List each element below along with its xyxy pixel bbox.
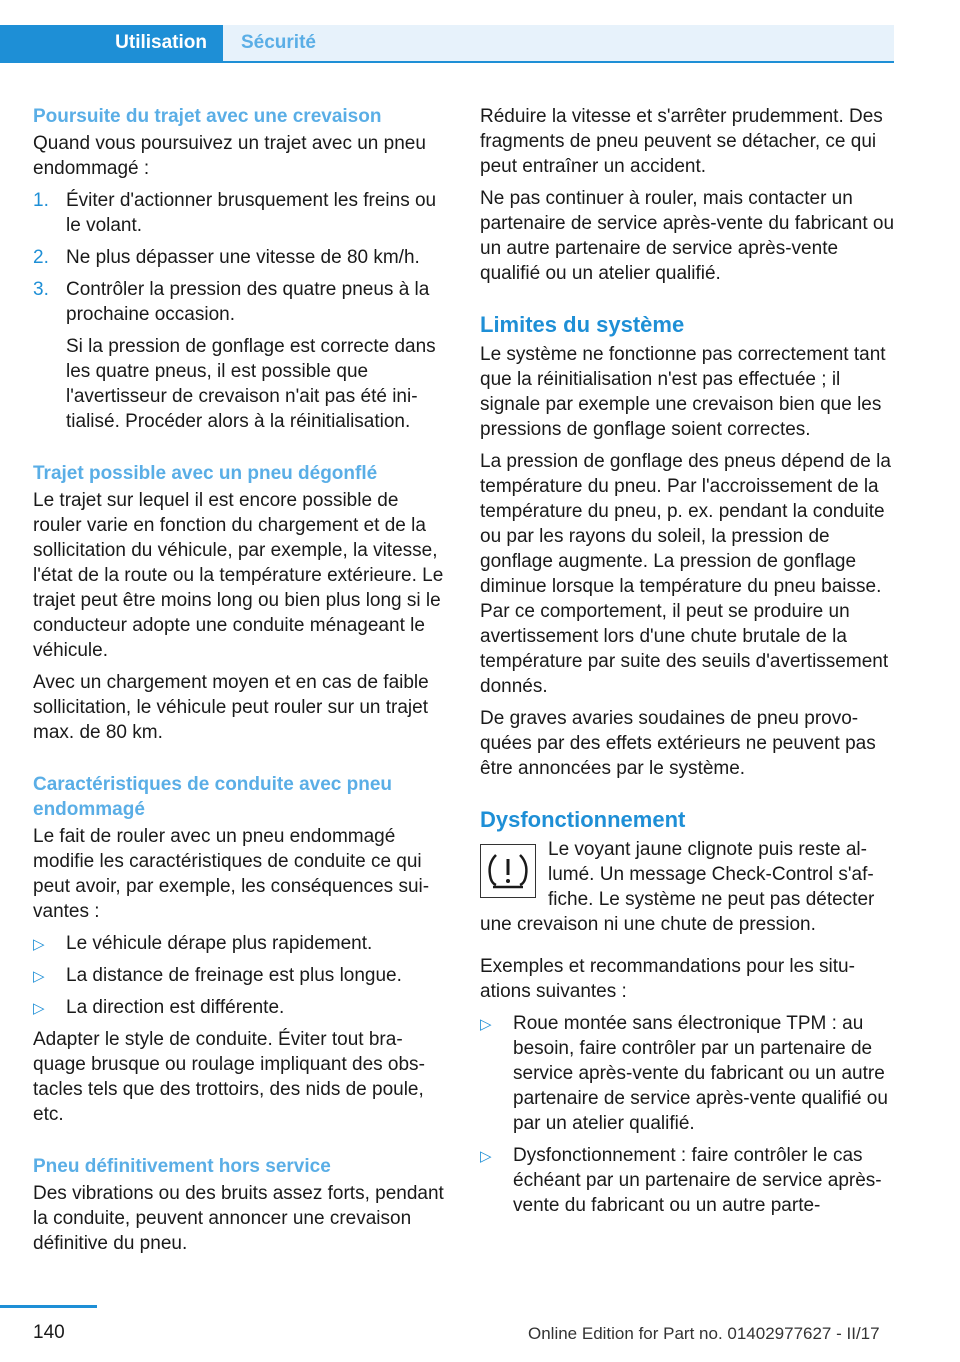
right-column: [480, 104, 896, 1225]
warning-block: [480, 837, 896, 937]
paragraph: Quand vous poursuivez un trajet avec un pneu endommagé :: [33, 133, 426, 179]
header-divider: [0, 61, 894, 63]
left-column: [33, 104, 449, 1263]
bullet-item: [480, 1143, 896, 1218]
numbered-item-note: [33, 334, 449, 434]
bullet-text: Dysfonctionnement : faire contrôler le cas échéant par un partenaire de service après-vente du fabricant ou un autre parte-: [513, 1145, 882, 1216]
item-number: 1.: [33, 190, 49, 211]
bullet-triangle-icon: ▷: [33, 936, 45, 953]
section-title: Dysfonctionnement: [480, 807, 686, 832]
tab-utilisation[interactable]: [0, 25, 223, 61]
paragraph: Avec un chargement moyen et en cas de faible sollicitation, le véhicule peut rouler sur un trajet max. de 80 km.: [33, 672, 429, 743]
bullet-triangle-icon: ▷: [480, 1148, 492, 1165]
numbered-item: [33, 277, 449, 327]
item-note-text: Si la pression de gonflage est correcte dans les quatre pneus, il est possible que l'avertisseur de crevaison n'ait pas été initialisé. Procéder alors à la réinitialisation.: [66, 336, 436, 432]
paragraph: Adapter le style de conduite. Éviter tout braquage brusque ou roulage impliquant des obstacles tels que des trottoirs, des nids de poule, etc.: [33, 1029, 425, 1125]
paragraph: Le système ne fonctionne pas correctement tant que la réinitialisation n'est pas effectuée ; il signale par exemple une crevaison bien que les pressions de gonflage soient correctes.: [480, 344, 886, 440]
bullet-text: La direction est différente.: [66, 997, 285, 1018]
warning-text: Le voyant jaune clignote puis reste allumé. Un message Check-Control s'affiche. Le système ne peut pas détecter une crevaison ni une chute de pression.: [480, 839, 875, 935]
item-text: Éviter d'actionner brusquement les freins ou le volant.: [66, 190, 437, 236]
paragraph: La pression de gonflage des pneus dépend de la température du pneu. Par l'accroissement de la température du pneu, p. ex. pendant la conduite ou par les rayons du soleil, la pression de gonflage augmente. La pression de gonflage diminue lorsque la température du pneu baisse. Par ce comportement, il peut se produire un avertissement lors d'une chute brutale de la température par suite des seuils d'avertissement donnés.: [480, 451, 891, 697]
paragraph: Réduire la vitesse et s'arrêter prudemment. Des fragments de pneu peuvent se détacher, ce qui peut entraîner un accident.: [480, 106, 883, 177]
page-header: [0, 0, 960, 62]
tab-securite-label: Sécurité: [241, 32, 316, 53]
section-title: Limites du système: [480, 312, 685, 337]
bullet-triangle-icon: ▷: [33, 1000, 45, 1017]
tire-pressure-warning-icon: [480, 844, 536, 898]
section-heading: Poursuite du trajet avec une crevaison: [33, 106, 382, 127]
tab-utilisation-label: Utilisation: [115, 32, 207, 53]
numbered-item: [33, 188, 449, 238]
section-heading: Pneu définitivement hors service: [33, 1156, 331, 1177]
footer-divider: [0, 1305, 97, 1308]
bullet-item: [33, 931, 449, 956]
bullet-triangle-icon: ▷: [480, 1016, 492, 1033]
section-heading: Caractéristiques de conduite avec pneu endommagé: [33, 774, 393, 820]
paragraph: Des vibrations ou des bruits assez forts, pendant la conduite, peuvent annoncer une crevaison définitive du pneu.: [33, 1183, 444, 1254]
item-number: 3.: [33, 279, 49, 300]
bullet-text: La distance de freinage est plus longue.: [66, 965, 402, 986]
paragraph: Le fait de rouler avec un pneu endommagé modifie les caractéristiques de conduite ce qui peut avoir, par exemple, les conséquences suivantes :: [33, 826, 430, 922]
tab-securite[interactable]: [223, 25, 894, 61]
paragraph: Le trajet sur lequel il est encore possible de rouler varie en fonction du chargement et de la sollicitation du véhicule, par exemple, la vitesse, l'état de la route ou la température extérieure. Le trajet peut être moins long ou bien plus long si le conducteur adopte une conduite ménageant le véhicule.: [33, 490, 444, 661]
bullet-item: [480, 1011, 896, 1136]
item-text: Ne plus dépasser une vitesse de 80 km/h.: [66, 247, 420, 268]
bullet-text: Le véhicule dérape plus rapidement.: [66, 933, 373, 954]
bullet-item: [33, 963, 449, 988]
paragraph: Ne pas continuer à rouler, mais contacter un partenaire de service après-vente du fabricant ou un autre partenaire de service après-vente qualifié ou un atelier qualifié.: [480, 188, 895, 284]
section-heading: Trajet possible avec un pneu dégonflé: [33, 463, 378, 484]
paragraph: De graves avaries soudaines de pneu provoquées par des effets extérieurs ne peuvent pas être annoncées par le système.: [480, 708, 876, 779]
page-number: 140: [33, 1322, 65, 1343]
bullet-triangle-icon: ▷: [33, 968, 45, 985]
paragraph: Exemples et recommandations pour les situations suivantes :: [480, 956, 855, 1002]
numbered-item: [33, 245, 449, 270]
bullet-item: [33, 995, 449, 1020]
item-text: Contrôler la pression des quatre pneus à la prochaine occasion.: [66, 279, 430, 325]
item-number: 2.: [33, 247, 49, 268]
edition-note: Online Edition for Part no. 01402977627 - II/17: [528, 1324, 880, 1343]
bullet-text: Roue montée sans électronique TPM : au besoin, faire contrôler par un partenaire de service après-vente du fabricant ou un autre partenaire de service après-vente qualifié ou par un atelier qualifié.: [513, 1013, 888, 1134]
